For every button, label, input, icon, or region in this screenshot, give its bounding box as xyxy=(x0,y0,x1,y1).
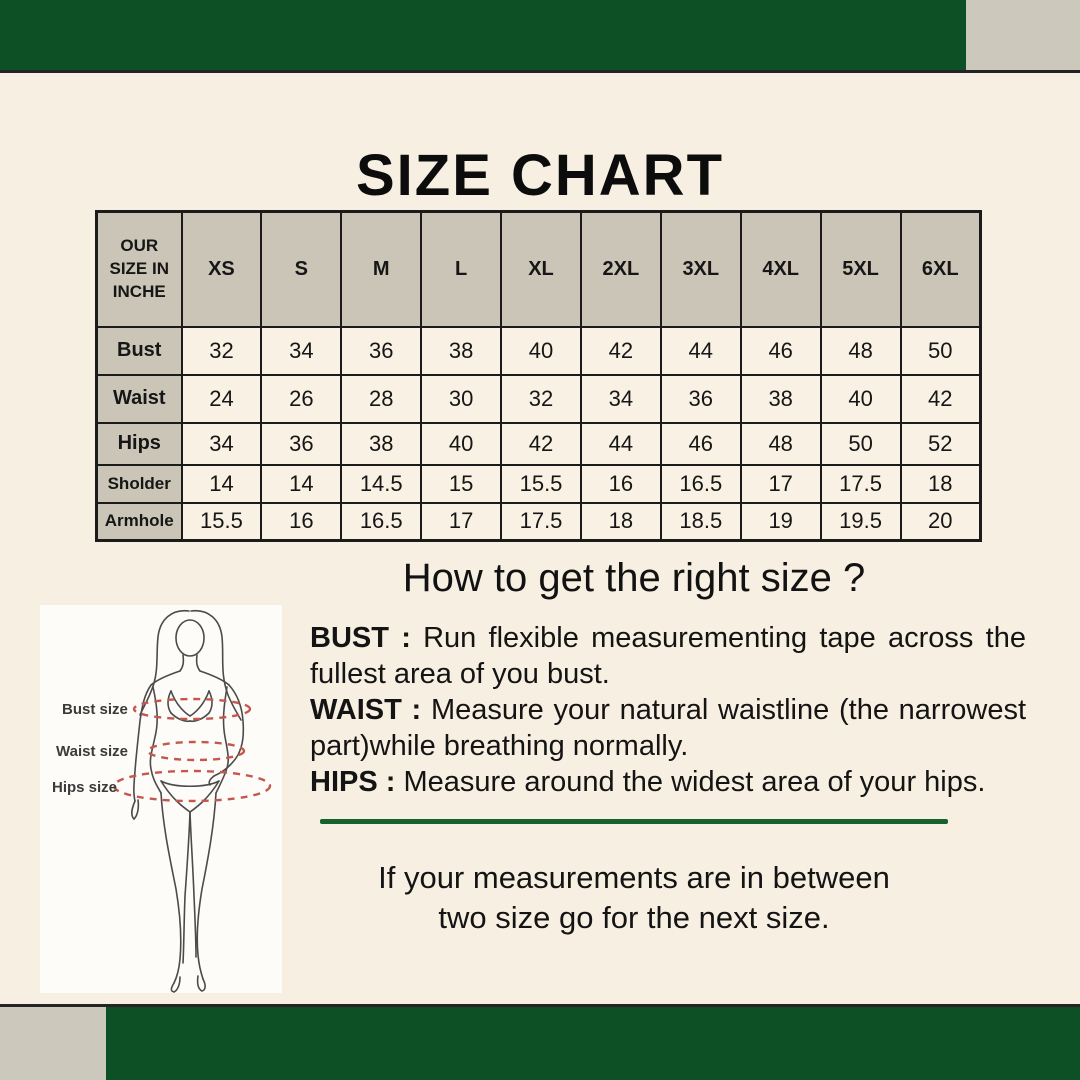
guide-term-waist: WAIST : xyxy=(310,694,422,726)
measurement-value-cell: 42 xyxy=(901,375,981,423)
measurement-row-label: Armhole xyxy=(97,503,182,541)
measurement-value-cell: 34 xyxy=(261,327,341,375)
guide-text-hips: Measure around the widest area of your hips. xyxy=(403,766,986,798)
measurement-value-cell: 52 xyxy=(901,423,981,465)
measurement-value-cell: 15.5 xyxy=(182,503,262,541)
size-header-cell: L xyxy=(421,212,501,327)
between-sizes-note-line2: two size go for the next size. xyxy=(438,900,830,935)
measurement-value-cell: 16.5 xyxy=(341,503,421,541)
measurement-value-cell: 44 xyxy=(661,327,741,375)
measurement-value-cell: 18 xyxy=(901,465,981,503)
measurement-value-cell: 44 xyxy=(581,423,661,465)
guide-text-waist: Measure your natural waistline (the narrowest part)while breathing normally. xyxy=(310,694,1027,762)
guide-text-bust: Run flexible measurementing tape across the fullest area of you bust. xyxy=(310,622,1026,690)
between-sizes-note xyxy=(301,858,967,938)
measurement-value-cell: 42 xyxy=(501,423,581,465)
measurement-value-cell: 46 xyxy=(661,423,741,465)
waist-size-label: Waist size xyxy=(56,743,128,760)
size-header-row xyxy=(97,212,981,327)
measurement-value-cell: 17.5 xyxy=(821,465,901,503)
size-header-cell: M xyxy=(341,212,421,327)
size-header-cell: 2XL xyxy=(581,212,661,327)
measurement-value-cell: 42 xyxy=(581,327,661,375)
size-table-body xyxy=(97,327,981,541)
measurement-value-cell: 32 xyxy=(182,327,262,375)
measurement-value-cell: 14 xyxy=(182,465,262,503)
top-divider-line xyxy=(0,70,1080,73)
measurement-value-cell: 48 xyxy=(741,423,821,465)
size-chart-table xyxy=(95,210,982,542)
guide-item-waist xyxy=(310,692,1026,764)
measurement-value-cell: 14 xyxy=(261,465,341,503)
measurement-row-label: Bust xyxy=(97,327,182,375)
measurement-value-cell: 48 xyxy=(821,327,901,375)
measurement-value-cell: 15.5 xyxy=(501,465,581,503)
measurement-value-cell: 24 xyxy=(182,375,262,423)
size-header-cell: 6XL xyxy=(901,212,981,327)
measurement-value-cell: 17 xyxy=(421,503,501,541)
measurement-value-cell: 34 xyxy=(182,423,262,465)
female-silhouette xyxy=(132,611,244,992)
size-header-cell: XS xyxy=(182,212,262,327)
measurement-value-cell: 36 xyxy=(341,327,421,375)
measurement-value-cell: 18.5 xyxy=(661,503,741,541)
measurement-value-cell: 50 xyxy=(901,327,981,375)
bust-measure-ellipse xyxy=(134,699,250,719)
measurement-value-cell: 38 xyxy=(421,327,501,375)
measurement-value-cell: 16 xyxy=(261,503,341,541)
size-header-cell: S xyxy=(261,212,341,327)
measurement-value-cell: 28 xyxy=(341,375,421,423)
measurement-value-cell: 38 xyxy=(741,375,821,423)
measurement-value-cell: 18 xyxy=(581,503,661,541)
measurement-value-cell: 50 xyxy=(821,423,901,465)
size-header-cell: 4XL xyxy=(741,212,821,327)
measurement-value-cell: 14.5 xyxy=(341,465,421,503)
measurement-value-cell: 40 xyxy=(501,327,581,375)
measurement-row-label: Waist xyxy=(97,375,182,423)
size-header-cell: 5XL xyxy=(821,212,901,327)
measurement-value-cell: 16 xyxy=(581,465,661,503)
measuring-guide xyxy=(310,620,1026,800)
measurement-value-cell: 20 xyxy=(901,503,981,541)
size-header-cell: XL xyxy=(501,212,581,327)
size-header-cell: 3XL xyxy=(661,212,741,327)
measurement-row xyxy=(97,465,981,503)
measurement-value-cell: 46 xyxy=(741,327,821,375)
measurement-row xyxy=(97,503,981,541)
top-green-band xyxy=(0,0,966,70)
measurement-figure-panel xyxy=(40,605,282,993)
measurement-value-cell: 15 xyxy=(421,465,501,503)
measurement-value-cell: 19.5 xyxy=(821,503,901,541)
guide-item-bust xyxy=(310,620,1026,692)
measurement-row-label: Hips xyxy=(97,423,182,465)
measurement-row-label: Sholder xyxy=(97,465,182,503)
guide-item-hips xyxy=(310,764,1026,800)
measurement-value-cell: 38 xyxy=(341,423,421,465)
bottom-left-gray-block xyxy=(0,1007,106,1080)
between-sizes-note-line1: If your measurements are in between xyxy=(378,860,890,895)
body-measurement-illustration xyxy=(40,605,282,993)
measurement-value-cell: 17.5 xyxy=(501,503,581,541)
bottom-green-band xyxy=(106,1007,1080,1080)
guide-heading: How to get the right size ? xyxy=(402,556,866,600)
measurement-row xyxy=(97,327,981,375)
measurement-value-cell: 17 xyxy=(741,465,821,503)
waist-measure-ellipse xyxy=(148,742,244,760)
guide-term-bust: BUST : xyxy=(310,622,411,654)
corner-header-cell: OUR SIZE IN INCHE xyxy=(97,212,182,327)
top-right-gray-block xyxy=(966,0,1080,70)
measurement-value-cell: 30 xyxy=(421,375,501,423)
measurement-row xyxy=(97,423,981,465)
page-title: SIZE CHART xyxy=(356,142,724,208)
measurement-value-cell: 19 xyxy=(741,503,821,541)
measurement-value-cell: 40 xyxy=(421,423,501,465)
measurement-value-cell: 36 xyxy=(261,423,341,465)
guide-term-hips: HIPS : xyxy=(310,766,396,798)
measurement-value-cell: 40 xyxy=(821,375,901,423)
bust-size-label: Bust size xyxy=(62,701,128,718)
green-divider-line xyxy=(320,819,948,824)
measurement-value-cell: 26 xyxy=(261,375,341,423)
measurement-value-cell: 16.5 xyxy=(661,465,741,503)
measurement-value-cell: 32 xyxy=(501,375,581,423)
hips-size-label: Hips size xyxy=(52,779,118,796)
measurement-value-cell: 34 xyxy=(581,375,661,423)
measurement-row xyxy=(97,375,981,423)
measurement-value-cell: 36 xyxy=(661,375,741,423)
